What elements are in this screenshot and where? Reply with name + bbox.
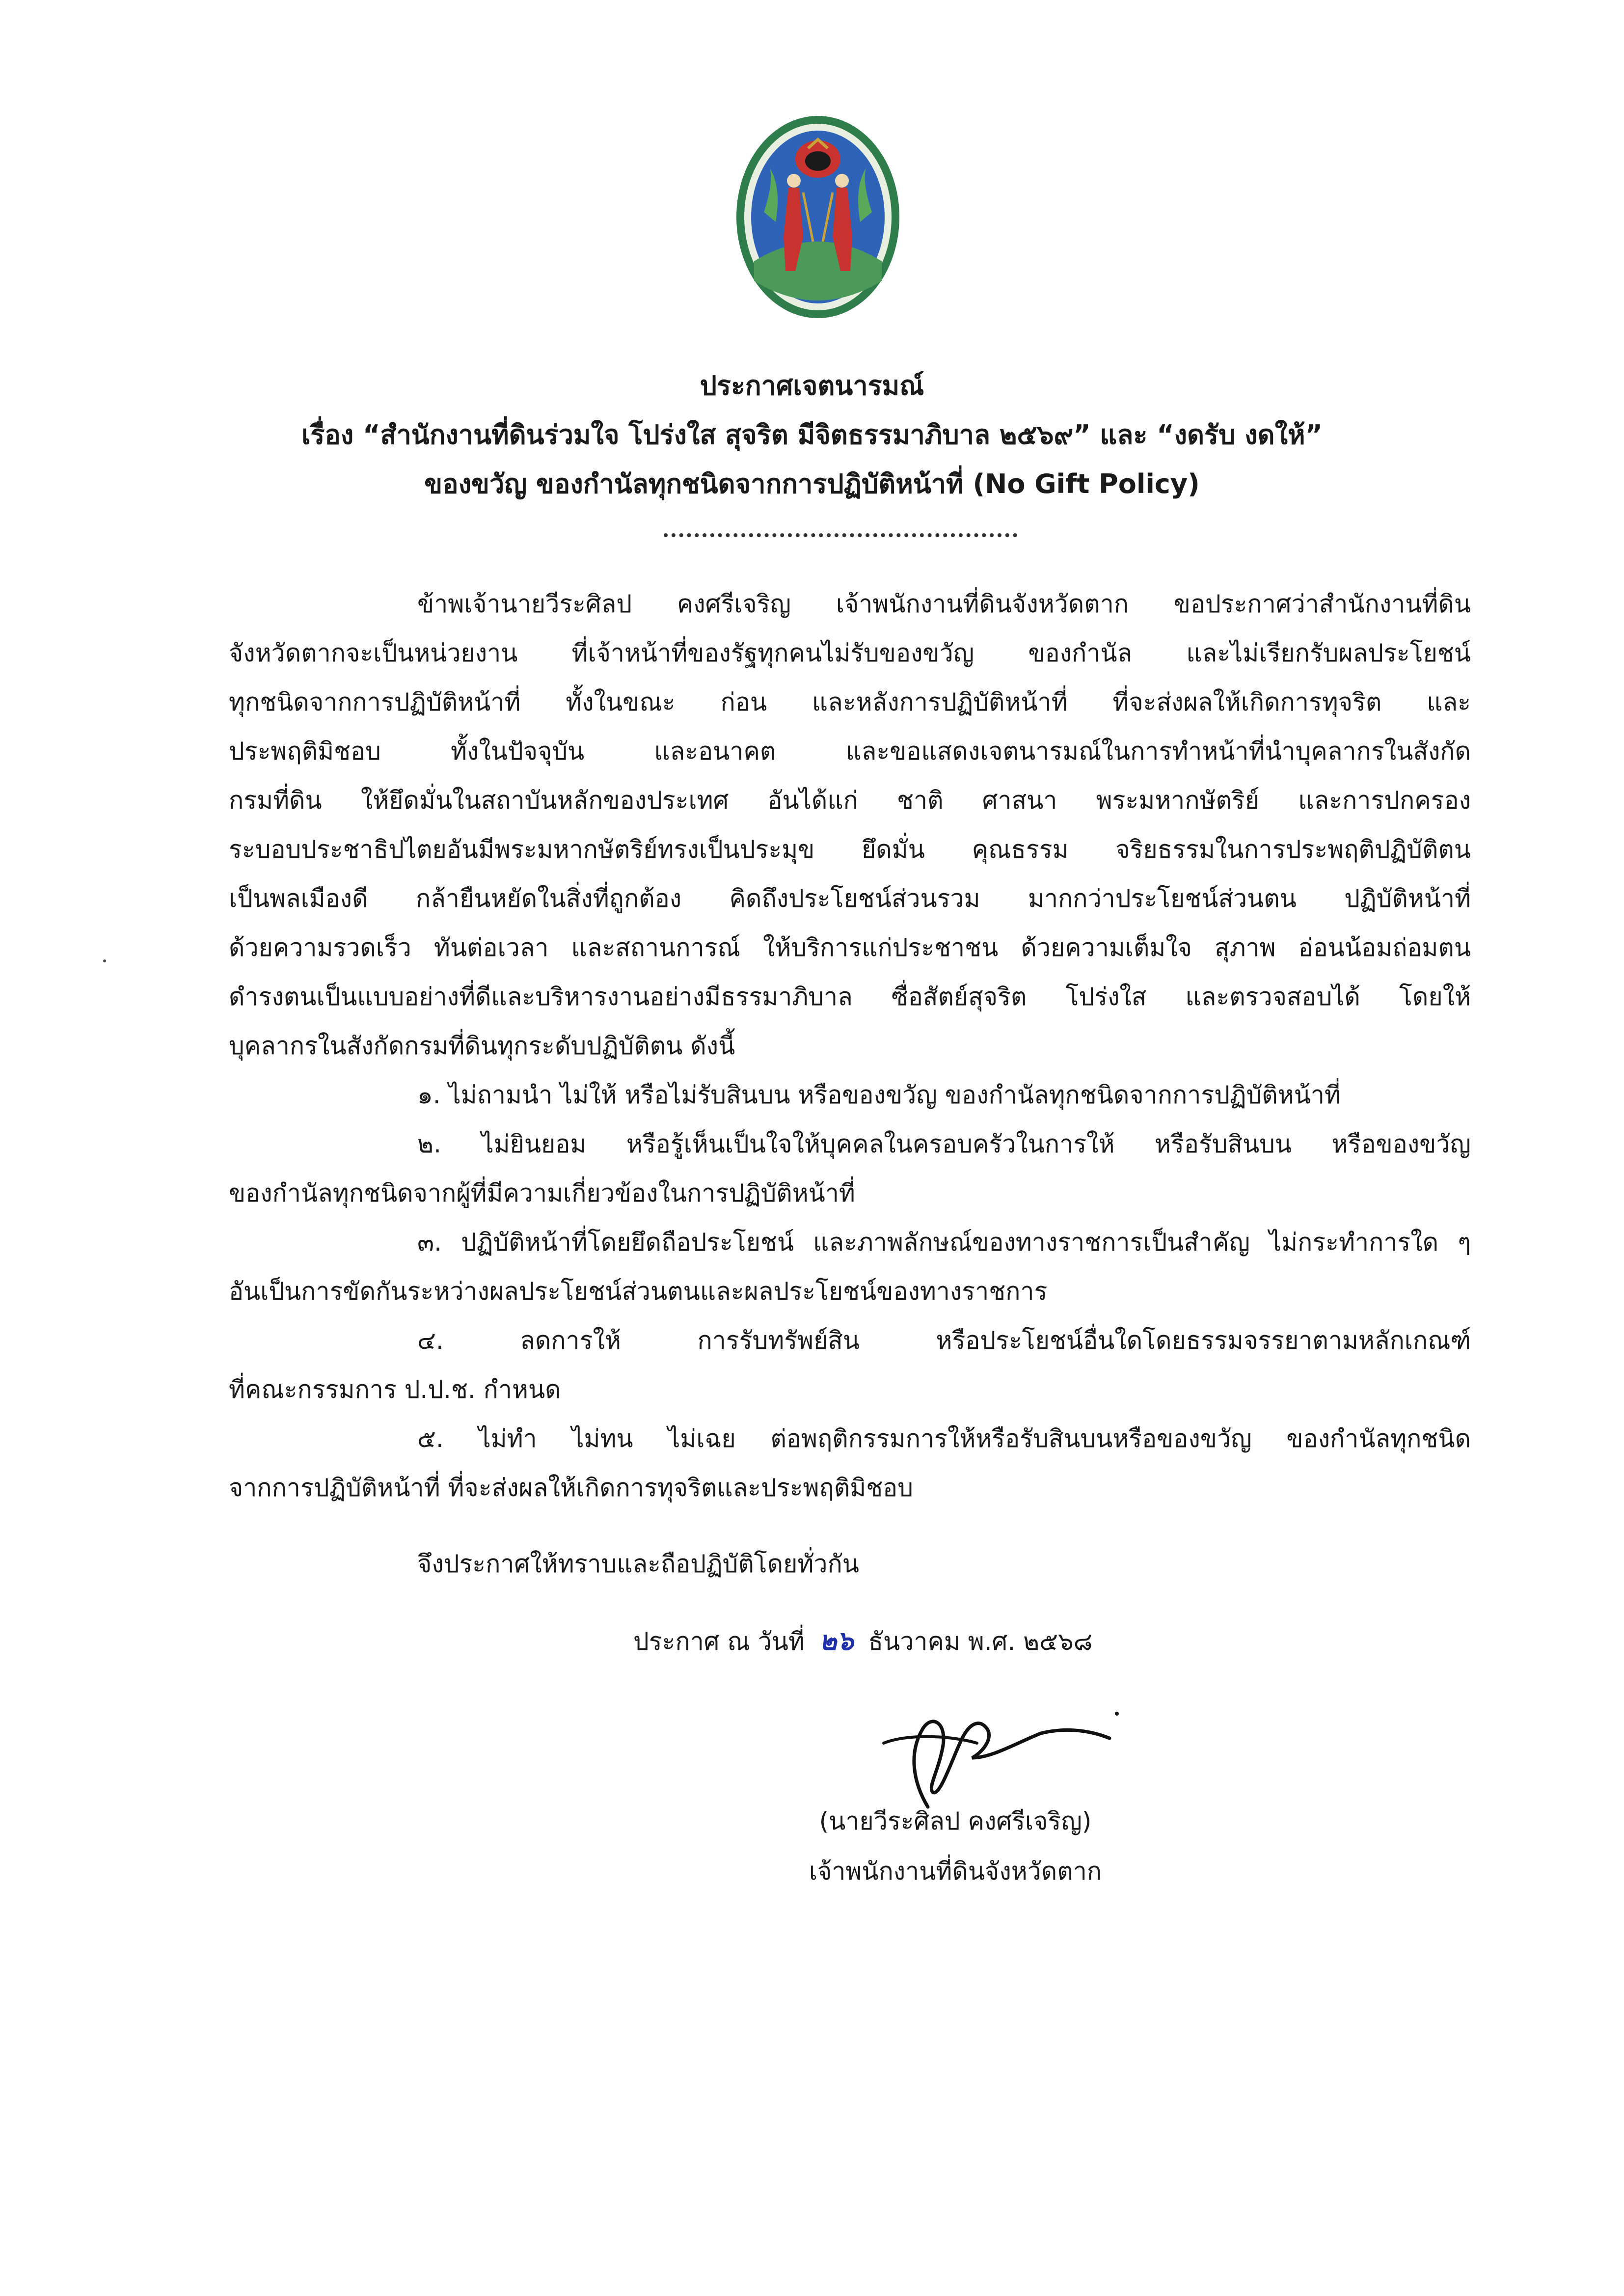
date-day-handwritten: ๒๖	[819, 1625, 854, 1656]
list-item-3: ๓. ปฏิบัติหน้าที่โดยยึดถือประโยชน์ และภาพลักษณ์ของทางราชการเป็นสำคัญ ไม่กระทำการใด ๆ	[417, 1228, 1471, 1257]
body-line: จังหวัดตากจะเป็นหน่วยงาน ที่เจ้าหน้าที่ของรัฐทุกคนไม่รับของขวัญ ของกำนัล และไม่เรียกรับผลประโยชน์	[229, 639, 1471, 667]
body-line: ดำรงตนเป็นแบบอย่างที่ดีและบริหารงานอย่างมีธรรมาภิบาล ซื่อสัตย์สุจริต โปร่งใส และตรวจสอบได้ โดยให้	[229, 983, 1471, 1011]
list-item-4-cont: ที่คณะกรรมการ ป.ป.ช. กำหนด	[229, 1375, 561, 1404]
heading-subject-cont: ของขวัญ ของกำนัลทุกชนิดจากการปฏิบัติหน้าที่ (No Gift Policy)	[424, 468, 1200, 499]
body-line: บุคลากรในสังกัดกรมที่ดินทุกระดับปฏิบัติตน ดังนี้	[229, 1032, 735, 1060]
list-item-5: ๕. ไม่ทำ ไม่ทน ไม่เฉย ต่อพฤติกรรมการให้หรือรับสินบนหรือของขวัญ ของกำนัลทุกชนิด	[417, 1424, 1471, 1453]
list-item-1: ๑. ไม่ถามนำ ไม่ให้ หรือไม่รับสินบน หรือของขวัญ ของกำนัลทุกชนิดจากการปฏิบัติหน้าที่	[417, 1081, 1341, 1109]
list-item-4: ๔. ลดการให้ การรับทรัพย์สิน หรือประโยชน์อื่นใดโดยธรรมจรรยาตามหลักเกณฑ์	[417, 1326, 1471, 1355]
signer-name: (นายวีระศิลป คงศรีเจริญ)	[819, 1807, 1092, 1835]
closing-statement: จึงประกาศให้ทราบและถือปฏิบัติโดยทั่วกัน	[417, 1550, 859, 1578]
date-prefix: ประกาศ ณ วันที่	[633, 1627, 805, 1656]
scan-speck	[103, 959, 106, 962]
dotted-divider	[664, 533, 1017, 537]
body-line: เป็นพลเมืองดี กล้ายืนหยัดในสิ่งที่ถูกต้อง คิดถึงประโยชน์ส่วนรวม มากกว่าประโยชน์ส่วนตน ปฏิบัติหน้าที่	[229, 884, 1471, 913]
body-line: ทุกชนิดจากการปฏิบัติหน้าที่ ทั้งในขณะ ก่อน และหลังการปฏิบัติหน้าที่ ที่จะส่งผลให้เกิดการทุจริต และ	[229, 688, 1471, 716]
heading-subject: เรื่อง “สำนักงานที่ดินร่วมใจ โปร่งใส สุจริต มีจิตธรรมาภิบาล ๒๕๖๙” และ “งดรับ งดให้”	[301, 419, 1323, 450]
body-line: ประพฤติมิชอบ ทั้งในปัจจุบัน และอนาคต และขอแสดงเจตนารมณ์ในการทำหน้าที่นำบุคลากรในสังกัด	[229, 737, 1471, 765]
provincial-seal-icon	[734, 114, 901, 320]
list-item-2-cont: ของกำนัลทุกชนิดจากผู้ที่มีความเกี่ยวข้องในการปฏิบัติหน้าที่	[229, 1179, 855, 1207]
announcement-date	[633, 1619, 1092, 1662]
list-item-3-cont: อันเป็นการขัดกันระหว่างผลประโยชน์ส่วนตนและผลประโยชน์ของทางราชการ	[229, 1277, 1048, 1306]
body-line: กรมที่ดิน ให้ยึดมั่นในสถาบันหลักของประเทศ อันได้แก่ ชาติ ศาสนา พระมหากษัตริย์ และการปกครอง	[229, 786, 1471, 815]
body-line: ระบอบประชาธิปไตยอันมีพระมหากษัตริย์ทรงเป็นประมุข ยึดมั่น คุณธรรม จริยธรรมในการประพฤติปฏิบัติตน	[229, 835, 1471, 864]
heading-title: ประกาศเจตนารมณ์	[700, 370, 924, 401]
body-line: ด้วยความรวดเร็ว ทันต่อเวลา และสถานการณ์ ให้บริการแก่ประชาชน ด้วยความเต็มใจ สุภาพ อ่อนน้อมถ่อมตน	[229, 933, 1471, 962]
handwritten-signature	[854, 1684, 1119, 1812]
list-item-5-cont: จากการปฏิบัติหน้าที่ ที่จะส่งผลให้เกิดการทุจริตและประพฤติมิชอบ	[229, 1474, 913, 1502]
list-item-2: ๒. ไม่ยินยอม หรือรู้เห็นเป็นใจให้บุคคลในครอบครัวในการให้ หรือรับสินบน หรือของขวัญ	[417, 1130, 1471, 1158]
body-line: ข้าพเจ้านายวีระศิลป คงศรีเจริญ เจ้าพนักงานที่ดินจังหวัดตาก ขอประกาศว่าสำนักงานที่ดิน	[417, 590, 1471, 618]
signer-title: เจ้าพนักงานที่ดินจังหวัดตาก	[809, 1857, 1102, 1886]
date-suffix: ธันวาคม พ.ศ. ๒๕๖๘	[868, 1627, 1093, 1656]
